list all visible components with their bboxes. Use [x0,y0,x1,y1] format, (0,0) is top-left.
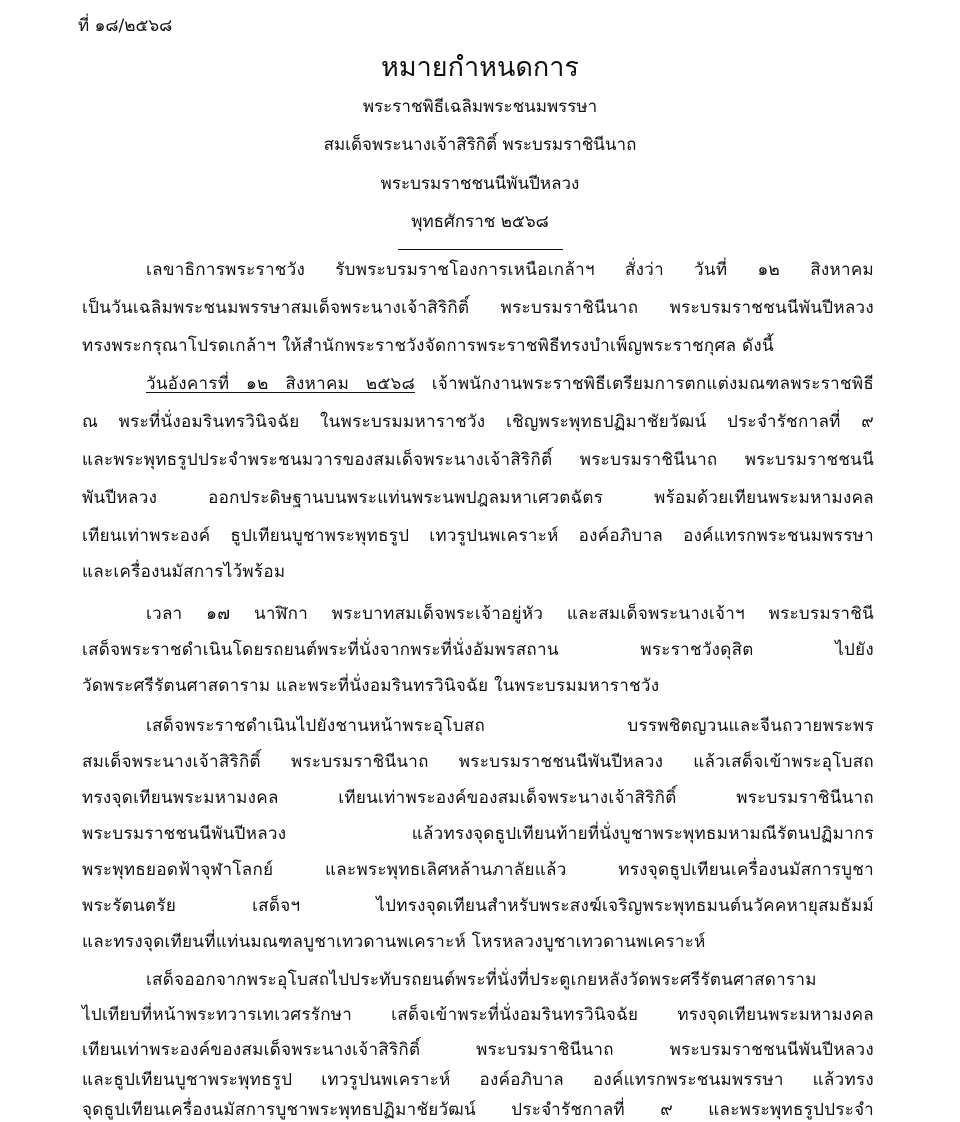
paragraph-text: เจ้าพนักงานพระราชพิธีเตรียมการตกแต่งมณฑลพระราชพิธี [415,374,875,394]
paragraph-line: เสด็จพระราชดำเนินโดยรถยนต์พระที่นั่งจากพระที่นั่งอัมพรสถาน พระราชวังดุสิต ไปยัง [82,640,874,660]
paragraph-line: และเครื่องนมัสการไว้พร้อม [82,562,286,582]
paragraph-line: จุดธูปเทียนเครื่องนมัสการบูชาพระพุทธปฏิมาชัยวัฒน์ ประจำรัชกาลที่ ๙ และพระพุทธรูปประจำ [82,1100,874,1120]
royal-title: สมเด็จพระนางเจ้าสิริกิติ์ พระบรมราชินีนาถ [323,135,637,155]
paragraph-line: เวลา ๑๗ นาฬิกา พระบาทสมเด็จพระเจ้าอยู่หัว และสมเด็จพระนางเจ้าฯ พระบรมราชินี [146,604,874,624]
paragraph-line: พระรัตนตรัย เสด็จฯ ไปทรงจุดเทียนสำหรับพระสงฆ์เจริญพระพุทธมนต์นวัคคหายุสมธัมม์ [82,896,874,916]
paragraph-line: เสด็จออกจากพระอุโบสถไปประทับรถยนต์พระที่นั่งที่ประตูเกยหลังวัดพระศรีรัตนศาสดาราม [146,970,817,990]
paragraph-line: และทรงจุดเทียนที่แท่นมณฑลบูชาเทวดานพเคราะห์ โหรหลวงบูชาเทวดานพเคราะห์ [82,932,706,952]
paragraph-line: เสด็จพระราชดำเนินไปยังชานหน้าพระอุโบสถ บรรพชิตญวนและจีนถวายพระพร [146,716,874,736]
paragraph-line: เทียนเท่าพระองค์ของสมเด็จพระนางเจ้าสิริกิติ์ พระบรมราชินีนาถ พระบรมราชชนนีพันปีหลวง [82,1040,874,1060]
paragraph-line [146,372,874,396]
paragraph-line: พระพุทธยอดฟ้าจุฬาโลกย์ และพระพุทธเลิศหล้านภาลัยแล้ว ทรงจุดธูปเทียนเครื่องนมัสการบูชา [82,860,874,880]
paragraph-line: ทรงจุดเทียนพระมหามงคล เทียนเท่าพระองค์ของสมเด็จพระนางเจ้าสิริกิติ์ พระบรมราชินีนาถ [82,788,874,808]
paragraph-line: และพระพุทธรูปประจำพระชนมวารของสมเด็จพระนางเจ้าสิริกิติ์ พระบรมราชินีนาถ พระบรมราชชนนี [82,450,874,470]
paragraph-line: เลขาธิการพระราชวัง รับพระบรมราชโองการเหนือเกล้าฯ สั่งว่า วันที่ ๑๒ สิงหาคม [146,260,874,280]
paragraph-line: พันปีหลวง ออกประดิษฐานบนพระแท่นพระนพปฎลมหาเศวตฉัตร พร้อมด้วยเทียนพระมหามงคล [82,488,874,508]
paragraph-line: ไปเทียบที่หน้าพระทวารเทเวศรรักษา เสด็จเข้าพระที่นั่งอมรินทรวินิจฉัย ทรงจุดเทียนพระมหามงคล [82,1005,874,1025]
paragraph-line: วัดพระศรีรัตนศาสดาราม และพระที่นั่งอมรินทรวินิจฉัย ในพระบรมมหาราชวัง [82,676,660,696]
paragraph-line: สมเด็จพระนางเจ้าสิริกิติ์ พระบรมราชินีนาถ พระบรมราชชนนีพันปีหลวง แล้วเสด็จเข้าพระอุโบสถ [82,752,874,772]
title-divider [398,249,563,250]
royal-title-2: พระบรมราชชนนีพันปีหลวง [380,174,580,194]
ceremony-name: พระราชพิธีเฉลิมพระชนมพรรษา [362,97,598,117]
buddhist-era-year: พุทธศักราช ๒๕๖๘ [411,212,549,232]
paragraph-line: เป็นวันเฉลิมพระชนมพรรษาสมเด็จพระนางเจ้าสิริกิติ์ พระบรมราชินีนาถ พระบรมราชชนนีพันปีหลวง [82,298,874,318]
paragraph-line: และธูปเทียนบูชาพระพุทธรูป เทวรูปนพเคราะห์ องค์อภิบาล องค์แทรกพระชนมพรรษา แล้วทรง [82,1070,874,1090]
paragraph-line: เทียนเท่าพระองค์ ธูปเทียนบูชาพระพุทธรูป เทวรูปนพเคราะห์ องค์อภิบาล องค์แทรกพระชนมพรรษา [82,526,874,546]
paragraph-line: ทรงพระกรุณาโปรดเกล้าฯ ให้สำนักพระราชวังจัดการพระราชพิธีทรงบำเพ็ญพระราชกุศล ดังนี้ [82,336,774,356]
ceremony-date: วันอังคารที่ ๑๒ สิงหาคม ๒๕๖๘ [146,374,416,394]
document-title: หมายกำหนดการ [381,52,579,83]
document-number: ที่ ๑๘/๒๕๖๘ [78,16,173,36]
paragraph-line: ณ พระที่นั่งอมรินทรวินิจฉัย ในพระบรมมหาราชวัง เชิญพระพุทธปฏิมาชัยวัฒน์ ประจำรัชกาลที่ ๙ [82,412,874,432]
paragraph-line: พระบรมราชชนนีพันปีหลวง แล้วทรงจุดธูปเทียนท้ายที่นั่งบูชาพระพุทธมหามณีรัตนปฏิมากร [82,824,874,844]
